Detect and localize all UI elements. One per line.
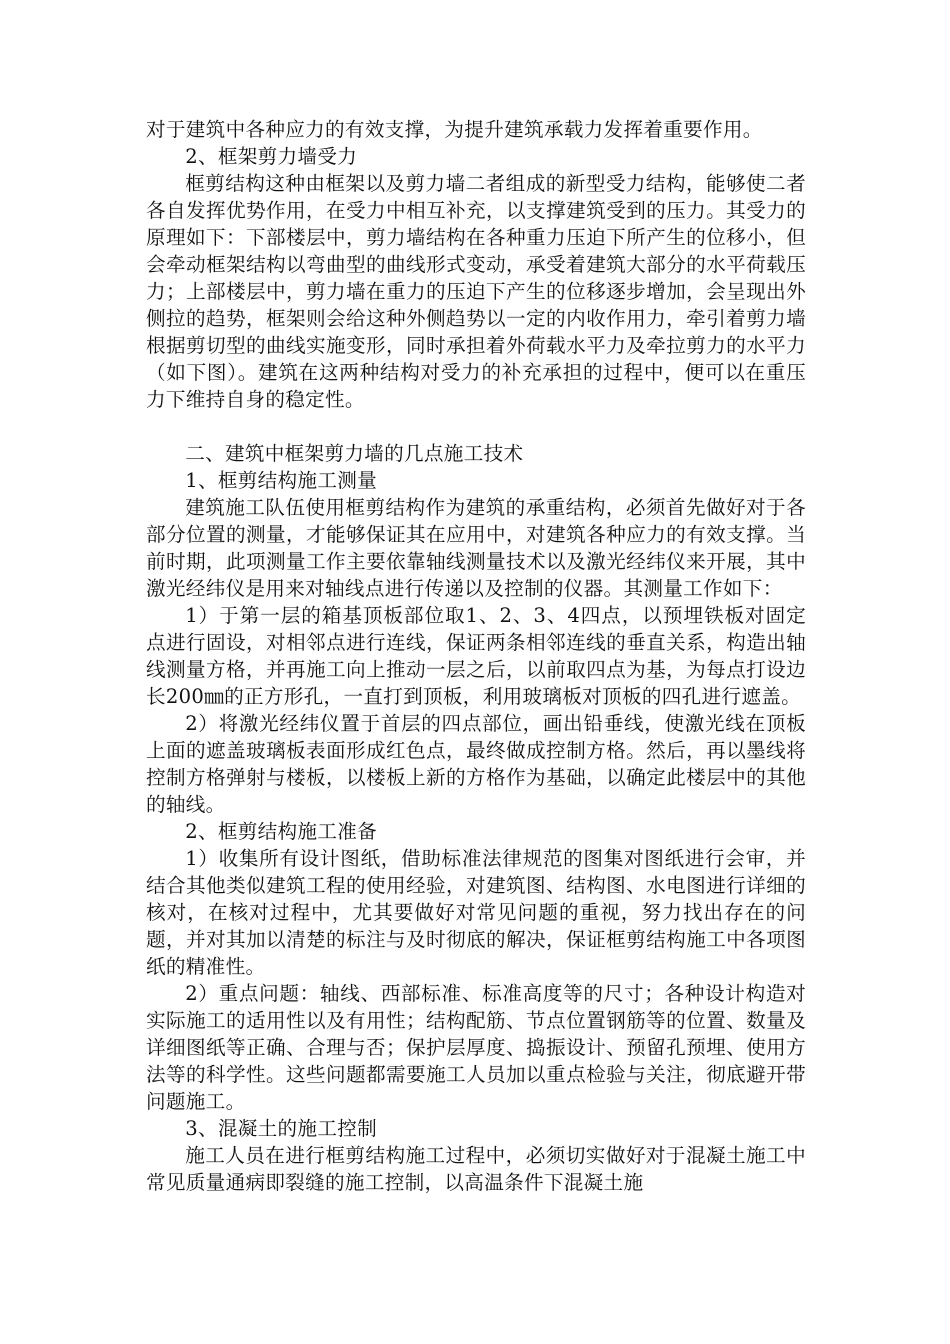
section-spacer: [146, 413, 806, 440]
paragraph-survey-intro: 建筑施工队伍使用框剪结构作为建筑的承重结构，必须首先做好对于各部分位置的测量，才能够保证其在应用中，对建筑各种应力的有效支撑。当前时期，此项测量工作主要依靠轴线测量技术以及激光经纬仪来开展，其中激光经纬仪是用来对轴线点进行传递以及控制的仪器。其测量工作如下：: [146, 496, 806, 600]
paragraph-concrete-control: 施工人员在进行框剪结构施工过程中，必须切实做好对于混凝土施工中常见质量通病即裂缝的施工控制，以高温条件下混凝土施: [146, 1144, 806, 1194]
section-heading-construction-techniques: 二、建筑中框架剪力墙的几点施工技术: [185, 442, 524, 465]
paragraph-preparation-step-1: 1）收集所有设计图纸，借助标准法律规范的图集对图纸进行会审，并结合其他类似建筑工程的使用经验，对建筑图、结构图、水电图进行详细的核对，在核对过程中，尤其要做好对常见问题的重视，努力找出存在的问题，并对其加以清楚的标注与及时彻底的解决，保证框剪结构施工中各项图纸的精准性。: [146, 847, 806, 978]
subheading-construction-survey: 1、框剪结构施工测量: [185, 469, 377, 492]
subheading-frame-shear-wall-force: 2、框架剪力墙受力: [185, 145, 358, 168]
paragraph-preparation-step-2: 2）重点问题：轴线、西部标准、标准高度等的尺寸；各种设计构造对实际施工的适用性以及有用性；结构配筋、节点位置钢筋等的位置、数量及详细图纸等正确、合理与否；保护层厚度、捣振设计、预留孔预埋、使用方法等的科学性。这些问题都需要施工人员加以重点检验与关注，彻底避开带问题施工。: [146, 982, 806, 1113]
document-body: [146, 116, 806, 1196]
subheading-concrete-control: 3、混凝土的施工控制: [185, 1117, 377, 1140]
paragraph-continuation: 对于建筑中各种应力的有效支撑，为提升建筑承载力发挥着重要作用。: [146, 118, 763, 141]
paragraph-force-principle: 框剪结构这种由框架以及剪力墙二者组成的新型受力结构，能够使二者各自发挥优势作用，在受力中相互补充，以支撑建筑受到的压力。其受力的原理如下：下部楼层中，剪力墙结构在各种重力压迫下所产生的位移小，但会牵动框架结构以弯曲型的曲线形式变动，承受着建筑大部分的水平荷载压力；上部楼层中，剪力墙在重力的压迫下产生的位移逐步增加，会呈现出外侧拉的趋势，框架则会给这种外侧趋势以一定的内收作用力，牵引着剪力墙根据剪切型的曲线实施变形，同时承担着外荷载水平力及牵拉剪力的水平力（如下图）。建筑在这两种结构对受力的补充承担的过程中，便可以在重压力下维持自身的稳定性。: [146, 172, 806, 411]
subheading-construction-preparation: 2、框剪结构施工准备: [185, 820, 377, 843]
paragraph-survey-step-2: 2）将激光经纬仪置于首层的四点部位，画出铅垂线，使激光线在顶板上面的遮盖玻璃板表面形成红色点，最终做成控制方格。然后，再以墨线将控制方格弹射与楼板，以楼板上新的方格作为基础，以确定此楼层中的其他的轴线。: [146, 712, 806, 816]
paragraph-survey-step-1: 1）于第一层的箱基顶板部位取1、2、3、4四点，以预埋铁板对固定点进行固设，对相邻点进行连线，保证两条相邻连线的垂直关系，构造出轴线测量方格，并再施工向上推动一层之后，以前取四点为基，为每点打设边长200㎜的正方形孔，一直打到顶板，利用玻璃板对顶板的四孔进行遮盖。: [146, 604, 806, 708]
